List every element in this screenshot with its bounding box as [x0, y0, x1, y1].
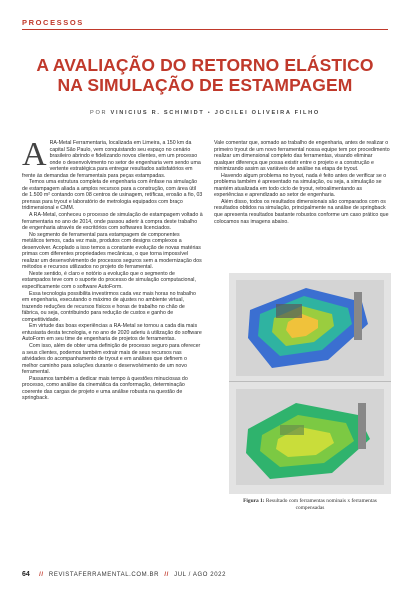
section-divider	[22, 29, 388, 30]
author-1: VINICIUS R. SCHIMIDT	[110, 110, 205, 116]
drop-cap: A	[22, 136, 47, 173]
section-label: PROCESSOS	[22, 18, 84, 27]
author-2: JOCILEI OLIVEIRA FILHO	[214, 110, 320, 116]
figure-caption	[229, 498, 391, 512]
color-scale-legend	[354, 292, 362, 340]
body-column-left	[22, 136, 203, 402]
part-cutout	[276, 304, 302, 318]
figure-1	[229, 273, 391, 494]
paragraph-11: Havendo algum problema no tryout, nada é feito antes de verificar se o problema também é apresentado na simulação, ou seja, a simulação se mantém atualizada em todo ciclo de tryout, retroalimentando as experiências e aprendizado ao setor de engenharia.	[214, 172, 387, 199]
footer-slash: //	[39, 572, 44, 578]
footer-site: REVISTAFERRAMENTAL.COM.BR	[48, 572, 160, 578]
author-separator: •	[207, 110, 212, 116]
title-line-2: NA SIMULAÇÃO DE ESTAMPAGEM	[57, 75, 353, 95]
author-byline	[0, 110, 410, 116]
paragraph-8: Com isso, além de obter uma definição de processo seguro para oferecer a seus clientes, podemos também extrair mais de seus recursos nas atividades do acompanhamento de tryout e em análises que definem o melhor caminho para soluções durante o desenvolvimento de um novo ferramental.	[22, 342, 201, 376]
paragraph-4: No segmento de ferramental para estampagem de componentes metálicos temos, cada vez mais, produtos com designs complexos a desenvolver. Acoplado a isso temos a constante evolução de novas matérias primas com diferentes propriedades mecânicas, o que torna impossível realizar um desenvolvimento de processos seguros sem a modernização dos métodos e recursos utilizados no projeto do ferramental.	[22, 231, 202, 271]
page-number: 64	[22, 571, 30, 578]
paragraph-5: Neste sentido, é claro e notório a evolução que o segmento de estampados teve com o suporte do processo de simulação computacional, especificamente com o software AutoForm.	[22, 270, 196, 291]
footer-slash-2: //	[164, 572, 169, 578]
color-scale-legend	[358, 403, 366, 449]
byline-prefix: POR	[90, 110, 108, 116]
caption-text: Resultado com ferramentas nominais x ferramentas compensadas	[265, 498, 377, 511]
body-column-right	[214, 140, 392, 225]
paragraph-10: Vale comentar que, somado ao trabalho de engenharia, antes de realizar o primeiro tryout de um novo ferramental nossa equipe tem por procedimento realizar um dimensional completo das ferramentas, visando eliminar qualquer diferença que possa existir entre o projeto e a construção e minimizando assim as variáveis de análise na etapa de tryout.	[214, 140, 390, 173]
article-title	[0, 55, 410, 95]
paragraph-7: Em virtude das boas experiências a RA-Metal se tornou a cada dia mais entusiasta desta tecnologia, e no ano de 2020 aderiu à utilização do software AutoForm em seu time de engenharia de projetos de ferramentas.	[22, 323, 202, 343]
figure-divider	[229, 381, 391, 382]
paragraph-3: A RA-Metal, conheceu o processo de simulação de estampagem voltado à ferramentaria no ano de 2014, onde passou aderir à compra deste trabalho de engenharia através de escritórios com softwares licenciados.	[22, 212, 203, 232]
paragraph-2: Temos uma estrutura completa de engenharia com ênfase na simulação de estampagem aliada a amplos recursos para a construção, com área útil de 1.500 m² contando com 08 centros de usinagem, retíficas, erosão a fio, 03 prensas para tryout e laboratório de metrologia equipados com braço tridimensional e CMM.	[22, 179, 203, 212]
paragraph-6: Essa tecnologia possibilita investirmos cada vez mais horas no trabalho em engenharia, executando o máximo de ajustes no ambiente virtual, trazendo reduções de recursos físicos e horas de trabalho no chão de fábrica, ou seja, contribuindo para redução de custos e ganho de competitividade.	[22, 290, 196, 323]
footer-issue: JUL / AGO 2022	[174, 572, 227, 578]
page-footer	[22, 571, 226, 578]
paragraph-9: Passamos também a dedicar mais tempo à questões minuciosas do processo, como análise da cinemática da conformação, determinação coerente das cargas de projeto e uma análise robusta na questão de springback.	[22, 375, 188, 402]
title-line-1: A AVALIAÇÃO DO RETORNO ELÁSTICO	[36, 55, 374, 75]
figure-panel-compensated	[236, 389, 384, 485]
figure-panel-nominal	[236, 280, 384, 376]
simulation-image-nominal	[236, 280, 384, 376]
part-cutout	[280, 425, 304, 435]
caption-label: Figura 1:	[243, 498, 265, 504]
simulation-image-compensated	[236, 389, 384, 485]
paragraph-12: Além disso, todos os resultados dimensionais são comparados com os resultados obtidos na simulação, principalmente na análise de springback que apresenta resultados bastante robustos conforme um caso prático que colocamos nas imagens abaixo.	[214, 198, 389, 225]
paragraph-1: ARA-Metal Ferramentaria, localizada em Limeira, a 150 km da capital São Paulo, vem conquistando seu espaço no cenário brasileiro abrindo e fidelizando novos clientes, em um processo onde o desenvolvimento no setor de engenharia vem sendo uma vertente estratégica para entregar resultados satisfatórios em frente às demandas de ferramentais para peças estampadas.	[22, 136, 201, 179]
